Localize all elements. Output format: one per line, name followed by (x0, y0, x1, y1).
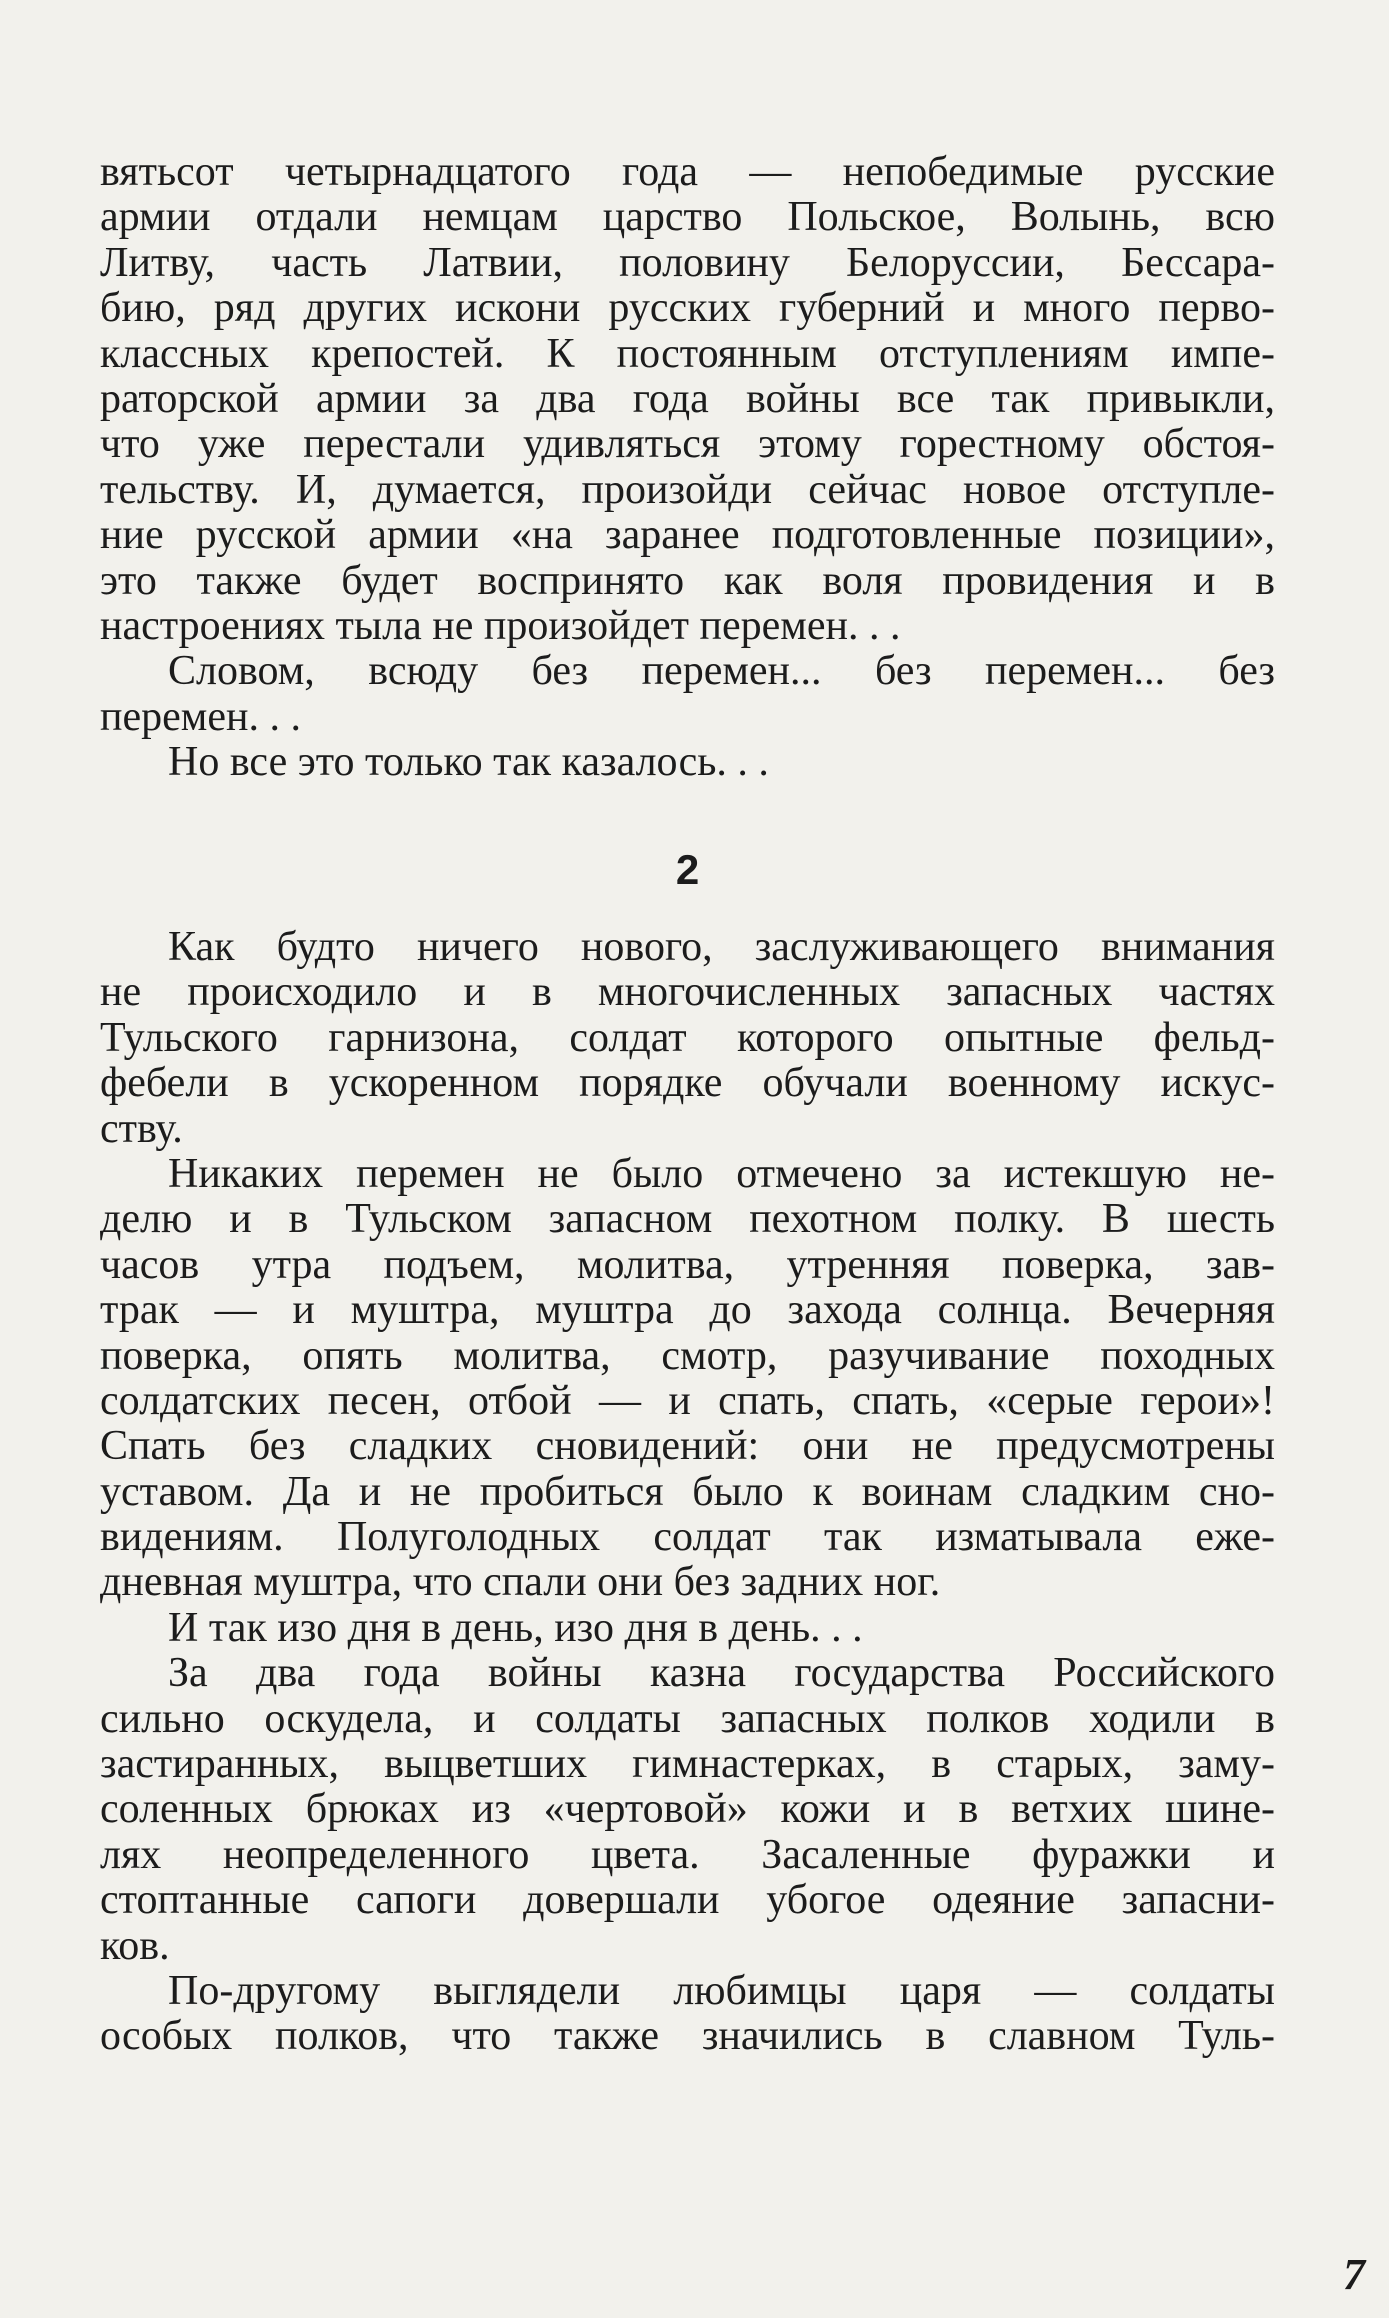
text-line: И так изо дня в день, изо дня в день. . . (168, 1604, 863, 1651)
text-line: сильно оскудела, и солдаты запасных полков ходили в (100, 1695, 1275, 1742)
chapter-number: 2 (675, 846, 700, 893)
text-line: армии отдали немцам царство Польское, Волынь, всю (100, 194, 1275, 241)
text-line: застиранных, выцветших гимнастерках, в старых, заму- (100, 1741, 1275, 1788)
text-line: Литву, часть Латвии, половину Белоруссии, Бессара- (100, 239, 1275, 286)
text-line: трак — и муштра, муштра до захода солнца. Вечерняя (100, 1287, 1275, 1334)
text-line: Тульского гарнизона, солдат которого опытные фельд- (100, 1014, 1275, 1061)
text-line: классных крепостей. К постоянным отступлениям импе- (100, 330, 1275, 377)
text-line: соленных брюках из «чертовой» кожи и в ветхих шине- (100, 1786, 1275, 1833)
text-line: Никаких перемен не было отмечено за истекшую не- (168, 1150, 1275, 1197)
text-line: Но все это только так казалось. . . (168, 739, 769, 786)
text-line: бию, ряд других искони русских губерний и много перво- (100, 285, 1275, 332)
text-block-top (100, 150, 1275, 785)
text-line: ков. (100, 1922, 170, 1969)
text-line: настроениях тыла не произойдет перемен. . . (100, 602, 901, 649)
text-line: лях неопределенного цвета. Засаленные фуражки и (100, 1831, 1275, 1878)
text-line: поверка, опять молитва, смотр, разучивание походных (100, 1332, 1275, 1379)
text-line: часов утра подъем, молитва, утренняя поверка, зав- (100, 1241, 1275, 1288)
text-line: ние русской армии «на заранее подготовленные позиции», (100, 512, 1275, 559)
text-line: фебели в ускоренном порядке обучали военному искус- (100, 1060, 1275, 1107)
text-line: что уже перестали удивляться этому горестному обстоя- (100, 421, 1275, 468)
page-number: 7 (1343, 2250, 1365, 2299)
text-line: Как будто ничего нового, заслуживающего внимания (168, 924, 1275, 970)
text-line: За два года войны казна государства Российского (168, 1650, 1275, 1697)
text-line: Словом, всюду без перемен... без перемен... без (168, 648, 1275, 695)
text-line: вятьсот четырнадцатого года — непобедимые русские (100, 149, 1275, 195)
text-line: ству. (100, 1105, 183, 1152)
text-line: По-другому выглядели любимцы царя — солдаты (168, 1967, 1275, 2014)
text-line: дневная муштра, что спали они без задних ног. (100, 1559, 941, 1606)
text-line: стоптанные сапоги довершали убогое одеяние запасни- (100, 1877, 1275, 1924)
text-line: перемен. . . (100, 693, 301, 740)
text-line: особых полков, что также значились в славном Туль- (100, 2013, 1275, 2060)
text-line: тельству. И, думается, произойди сейчас новое отступле- (100, 466, 1275, 513)
text-line: это также будет воспринято как воля провидения и в (100, 557, 1275, 604)
text-line: не происходило и в многочисленных запасных частях (100, 969, 1275, 1016)
text-block-bottom (100, 925, 1275, 2060)
text-line: солдатских песен, отбой — и спать, спать, «серые герои»! (100, 1377, 1275, 1424)
text-line: Спать без сладких сновидений: они не предусмотрены (100, 1423, 1275, 1470)
text-line: видениям. Полуголодных солдат так изматывала еже- (100, 1514, 1275, 1561)
text-line: уставом. Да и не пробиться было к воинам сладким сно- (100, 1468, 1275, 1515)
text-line: делю и в Тульском запасном пехотном полку. В шесть (100, 1196, 1275, 1243)
text-line: раторской армии за два года войны все так привыкли, (100, 375, 1275, 422)
